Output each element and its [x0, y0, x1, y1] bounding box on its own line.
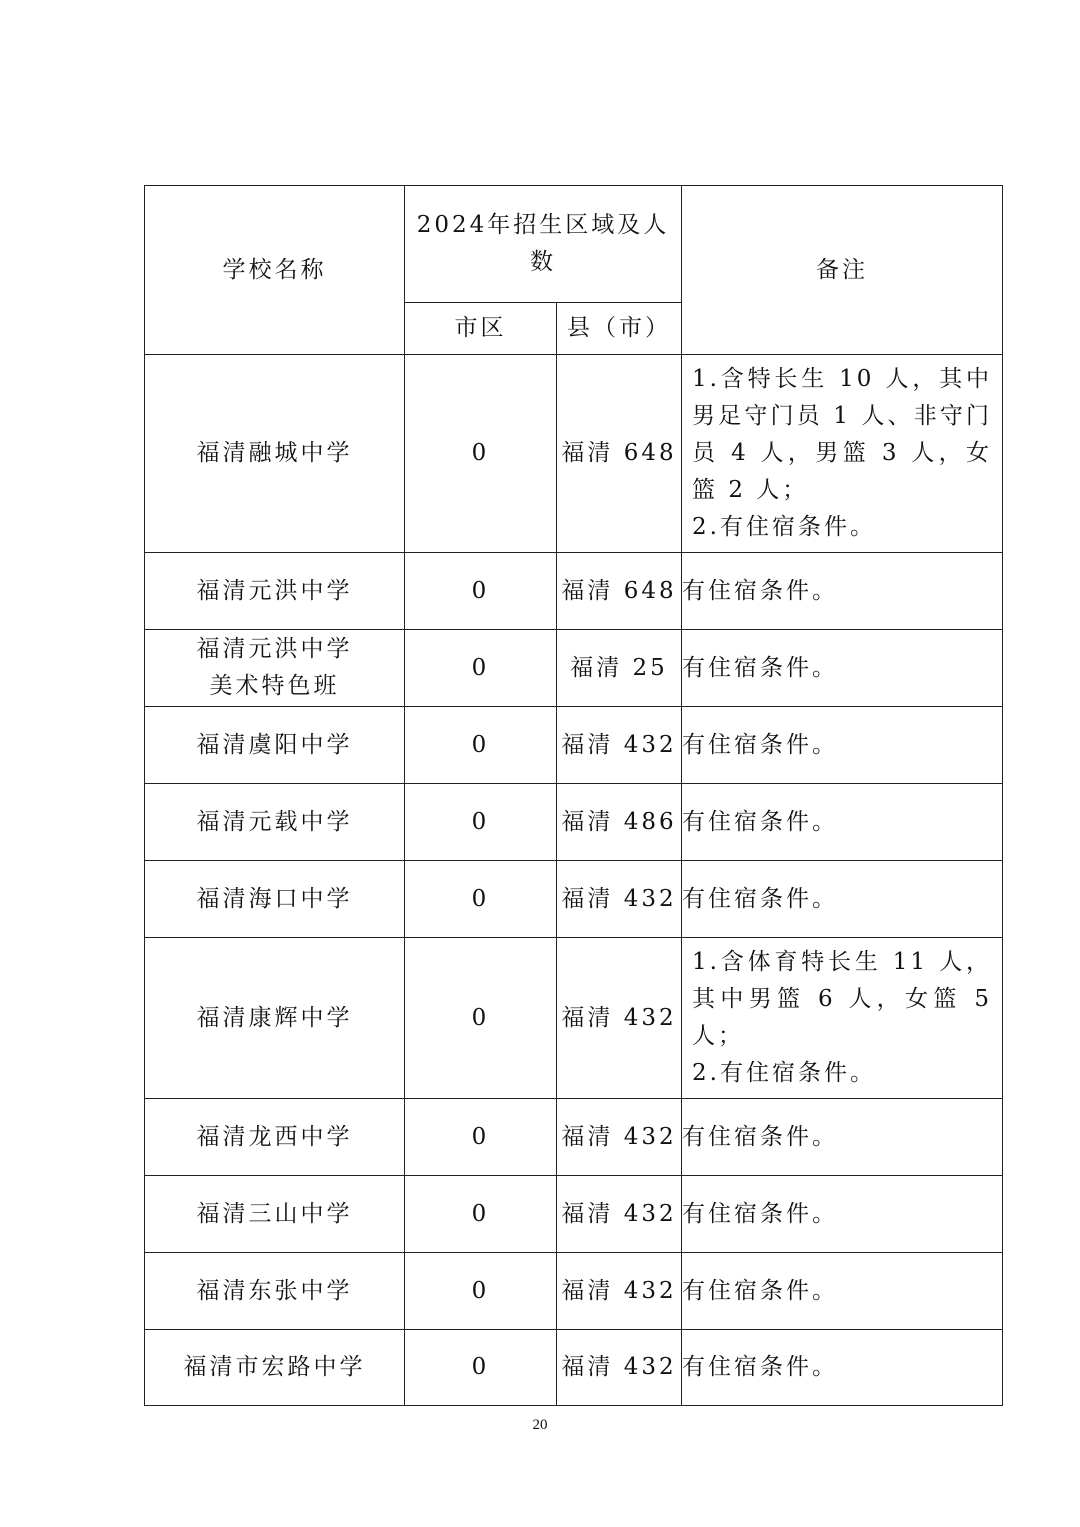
note-cell	[682, 938, 1003, 1099]
school-name-cell	[145, 355, 405, 553]
city-count-cell: 0	[405, 861, 557, 938]
school-name-line: 福清元载中学	[196, 808, 353, 835]
header-row-1	[145, 186, 1003, 303]
table-row	[145, 1099, 1003, 1176]
note-line: 有住宿条件。	[682, 577, 839, 604]
school-name-cell	[145, 938, 405, 1099]
note-line: 有住宿条件。	[682, 808, 839, 835]
table-row	[145, 1253, 1003, 1330]
note-cell	[682, 1330, 1003, 1406]
header-school: 学校名称	[145, 186, 405, 355]
note-cell	[682, 553, 1003, 630]
school-name-cell	[145, 784, 405, 861]
city-count-cell: 0	[405, 1330, 557, 1406]
school-name-cell	[145, 707, 405, 784]
note-line: 有住宿条件。	[682, 885, 839, 912]
city-count-cell: 0	[405, 707, 557, 784]
school-name-line: 福清虞阳中学	[196, 731, 353, 758]
county-count-cell: 福清 432	[557, 707, 682, 784]
note-cell	[682, 861, 1003, 938]
city-count-cell: 0	[405, 1176, 557, 1253]
school-name-line: 美术特色班	[209, 673, 340, 699]
county-count-cell: 福清 648	[557, 553, 682, 630]
note-cell	[682, 1253, 1003, 1330]
school-name-cell	[145, 630, 405, 707]
city-count-cell: 0	[405, 630, 557, 707]
county-count-cell: 福清 486	[557, 784, 682, 861]
table-row	[145, 784, 1003, 861]
header-county: 县（市）	[557, 303, 682, 355]
page-number: 20	[532, 1417, 548, 1433]
note-cell	[682, 1099, 1003, 1176]
city-count-cell: 0	[405, 1099, 557, 1176]
county-count-cell: 福清 432	[557, 938, 682, 1099]
city-count-cell: 0	[405, 553, 557, 630]
note-line: 有住宿条件。	[682, 1354, 839, 1380]
school-name-line: 福清三山中学	[196, 1200, 353, 1227]
table-row	[145, 553, 1003, 630]
note-line: 有住宿条件。	[682, 1200, 839, 1227]
school-name-line: 福清东张中学	[196, 1277, 353, 1304]
city-count-cell: 0	[405, 784, 557, 861]
school-name-cell	[145, 553, 405, 630]
note-line: 2.有住宿条件。	[692, 514, 876, 540]
school-name-line: 福清龙西中学	[196, 1123, 353, 1150]
county-count-cell: 福清 432	[557, 1099, 682, 1176]
school-name-line: 福清元洪中学	[196, 577, 353, 604]
school-name-line: 福清康辉中学	[196, 1004, 353, 1031]
note-line: 有住宿条件。	[682, 654, 839, 681]
school-name-cell	[145, 1176, 405, 1253]
note-cell	[682, 630, 1003, 707]
note-line: 有住宿条件。	[682, 1277, 839, 1304]
table-row	[145, 355, 1003, 553]
header-region-group: 2024年招生区域及人数	[405, 186, 682, 303]
county-count-cell: 福清 432	[557, 861, 682, 938]
county-count-cell: 福清 648	[557, 355, 682, 553]
header-note: 备注	[682, 186, 1003, 355]
county-count-cell: 福清 432	[557, 1253, 682, 1330]
note-line: 有住宿条件。	[682, 1123, 839, 1150]
school-name-cell	[145, 1099, 405, 1176]
table-row	[145, 861, 1003, 938]
note-line: 1.含体育特长生 11 人，其中男篮 6 人，女篮 5 人；	[692, 949, 993, 1049]
note-cell	[682, 355, 1003, 553]
note-cell	[682, 707, 1003, 784]
school-name-line: 福清融城中学	[196, 440, 353, 466]
note-cell	[682, 1176, 1003, 1253]
note-cell	[682, 784, 1003, 861]
city-count-cell: 0	[405, 1253, 557, 1330]
note-line: 2.有住宿条件。	[692, 1060, 876, 1086]
county-count-cell: 福清 432	[557, 1176, 682, 1253]
school-name-cell	[145, 1253, 405, 1330]
city-count-cell: 0	[405, 355, 557, 553]
table-row	[145, 1176, 1003, 1253]
header-city: 市区	[405, 303, 557, 355]
county-count-cell: 福清 432	[557, 1330, 682, 1406]
enrollment-table	[144, 185, 1003, 1406]
school-name-cell	[145, 1330, 405, 1406]
table-row	[145, 707, 1003, 784]
school-name-line: 福清海口中学	[196, 885, 353, 912]
school-name-line: 福清市宏路中学	[183, 1354, 366, 1380]
table-row	[145, 938, 1003, 1099]
school-name-cell	[145, 861, 405, 938]
table-row	[145, 630, 1003, 707]
note-line: 1.含特长生 10 人，其中男足守门员 1 人、非守门员 4 人，男篮 3 人，女篮 2 人；	[692, 366, 993, 503]
city-count-cell: 0	[405, 938, 557, 1099]
note-line: 有住宿条件。	[682, 731, 839, 758]
school-name-line: 福清元洪中学	[196, 636, 353, 662]
table-row	[145, 1330, 1003, 1406]
county-count-cell: 福清 25	[557, 630, 682, 707]
